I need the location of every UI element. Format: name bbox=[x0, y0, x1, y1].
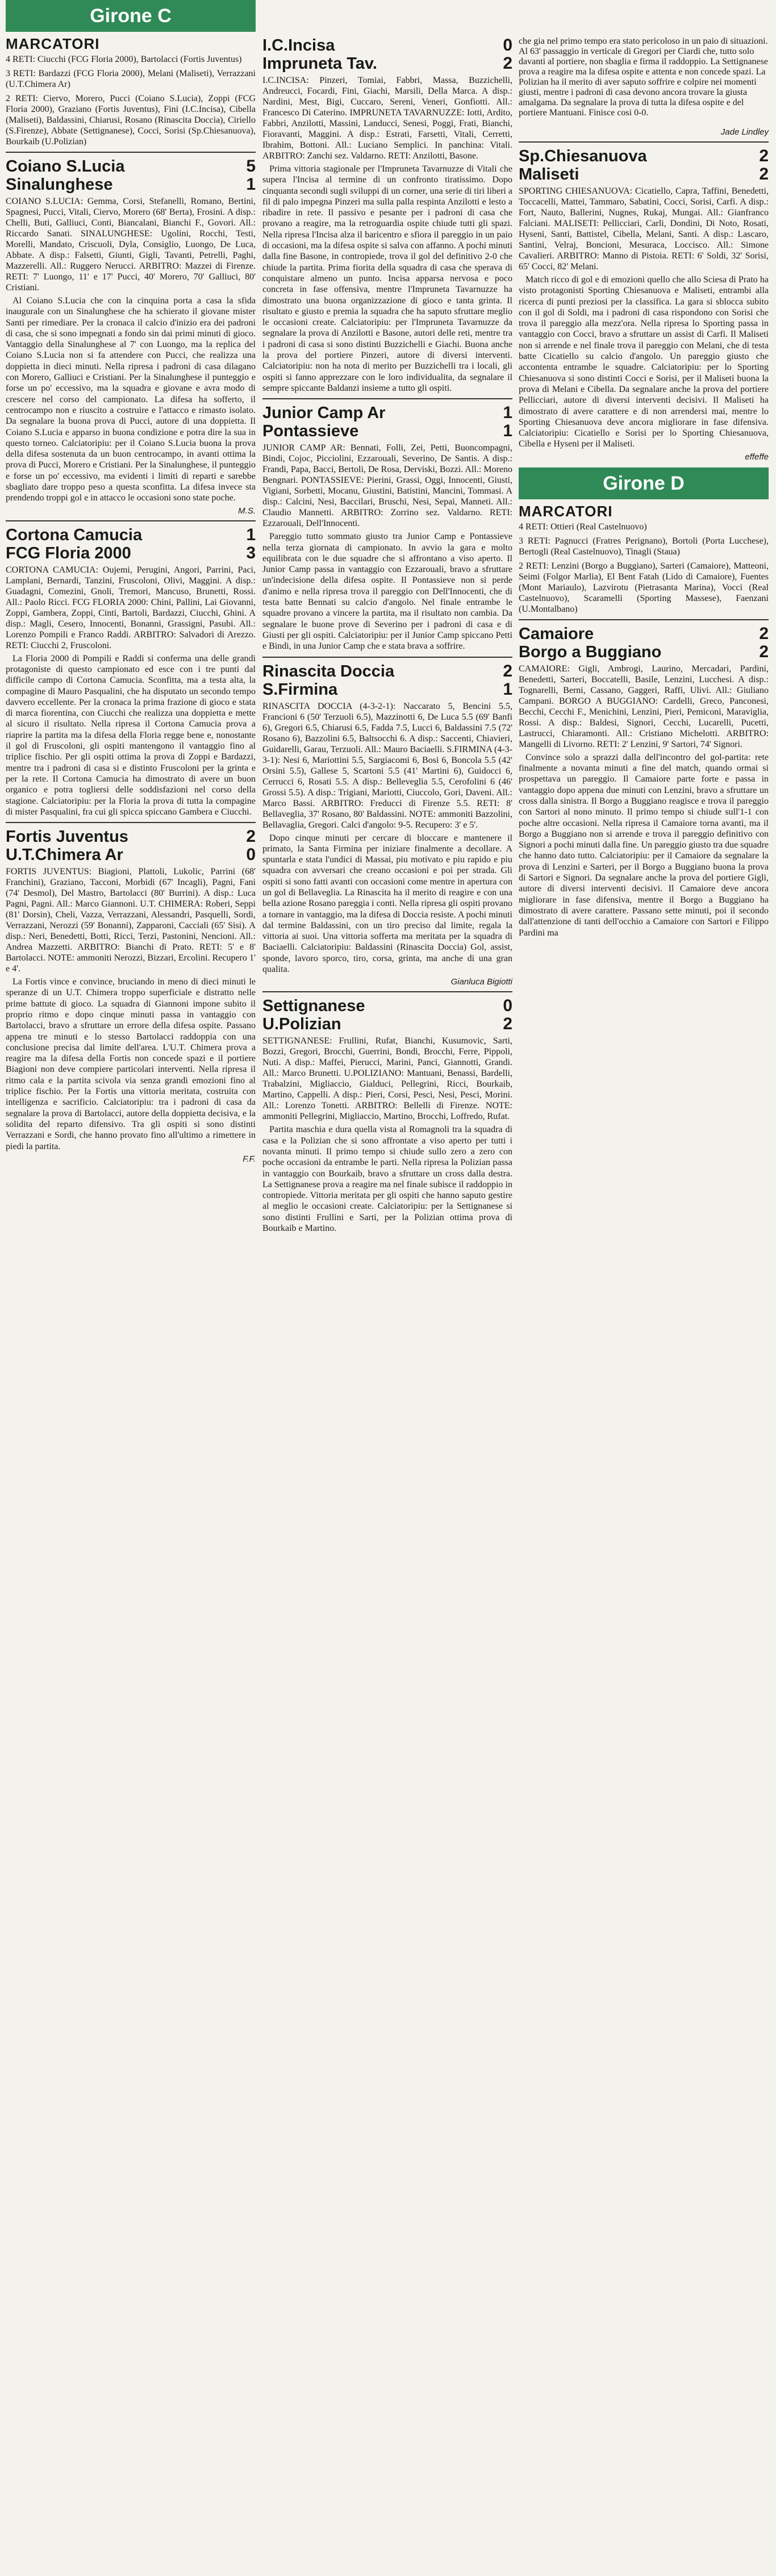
report-text: Al Coiano S.Lucia che con la cinquina porta a casa la sfida inaugurale con un Sinalunghese che ha schierato il giovane mister Santi per rimediare. Per la cronaca il calcio d'inizio era dei padroni di casa, che si sono impegnati a fondo sin dai primi minuti di gioco. Vantaggio della Sinalunghese al 7' con Luongo, ma la replica del Coiano S.Lucia non si fa attendere con Pucci, che realizza una doppietta in dieci minuti. Nella ripresa i padroni di casa dilagano con Morero, Galliuci e Cristiani. Per la Sinalunghese il punteggio e forse un po' eccessivo, ma la squadra e giovane e avra modo di crescere nel corso del campionato. La difesa ha sofferto, il centrocampo non e riuscito a costruire e l'attacco e rimasto isolato. Da segnalare la buona prova di Pucci, autore di una doppietta. Il Coiano S.Lucia e apparso in buona condizione e potra dire la sua in questo torneo. Calciatoripiu: per il Coiano S.Lucia buona la prova della difesa sostenuta da un buon centrocampo, in avanti ottima la prova di Pucci, Morero e Cristiani. Per la Sinalunghese, il punteggio e forse un po' eccessivo, ma evidenti i limiti di reparti e sarebbe sbagliato dare troppo peso a questa sconfitta. La difesa invece sta prendendo troppi gol e in attacco le occasioni sono state poche. bbox=[6, 296, 256, 503]
report-text: La Floria 2000 di Pompili e Raddi si conferma una delle grandi protagoniste di questo campionato ed esce con i tre punti dal difficile campo di Cortona Camucia. Sconfitta, ma a testa alta, la compagine di Mauro Pasqualini, che ha disputato un secondo tempo davvero eccellente. Per la cronaca la prima frazione di gioco e stata di marca fiorentina, con Ciucchi che realizza una doppietta e mette al sicuro il risultato. Nella ripresa il Cortona Camucia prova a riaprire la partita ma la difesa della Floria regge bene e, nonostante il gol di Fruscoloni, gli ospiti mantengono il vantaggio fino al triplice fischio. Per gli ospiti ottima la prova di Zoppi e Bardazzi, mentre tra i padroni di casa si e distinto Fruscoloni per la grinta e per la rete. Il Cortona Camucia ha dimostrato di avere un buon organico e potra togliersi delle soddisfazioni nel corso della stagione. Calciatoripiu: per la Floria la prova di tutta la compagine di mister Pasqualini, fra cui gli spicca spiccano Gambera e Ciucchi. bbox=[6, 653, 256, 817]
author-signature: Gianluca Bigiotti bbox=[450, 977, 512, 987]
away-score: 0 bbox=[246, 845, 256, 865]
author-signature: F.F. bbox=[243, 1154, 256, 1164]
away-score: 1 bbox=[503, 421, 512, 441]
scorers-3-reti: 3 RETI: Bardazzi (FCG Floria 2000), Melani (Maliseti), Verrazzani (U.T.Chimera Ar) bbox=[6, 69, 256, 89]
away-team-row bbox=[6, 846, 256, 864]
match-report bbox=[262, 404, 512, 652]
home-score: 2 bbox=[503, 661, 512, 680]
scorers-4-reti: 4 RETI: Ottieri (Real Castelnuovo) bbox=[519, 521, 647, 532]
away-team-row bbox=[6, 544, 256, 562]
author-signature: Jade Lindley bbox=[720, 127, 769, 137]
report-text: Match ricco di gol e di emozioni quello che allo Sciesa di Prato ha visto protagonisti Sporting Chiesanuova e Maliseti, entrambi alla ricerca di punti preziosi per la classifica. La gara si sblocca subito con il gol di Soldi, ma i padroni di casa rispondono con Sorisi che trova il pareggio alla mezz'ora. Nella ripresa lo Sporting passa in vantaggio con Cocci, bravo a sfruttare un assist di Carfi. Il Maliseti non si arrende e nel finale trova il pareggio con Melani, che di testa batte Cicatiello su calcio d'angolo. Un pareggio giusto che accontenta entrambe le squadre. Calciatoripiu: per lo Sporting Chiesanuova si sono distinti Cocci e Sorisi, per il Maliseti buona la prova di Melani e Cibella. Da segnalare anche la prova del portiere Pellicciari, autore di diversi interventi decisivi. Il Maliseti ha dimostrato di avere carattere e di non arrendersi mai, mentre lo Sporting Chiesanuova deve ancora migliorare in fase difensiva. Calciatoripiu: Cicatiello e Sorisi per lo Sporting Chiesanuova, Cibella e Hyseni per il Maliseti. bbox=[519, 275, 769, 449]
divider bbox=[262, 398, 512, 399]
marcatori-title: MARCATORI bbox=[6, 35, 100, 52]
away-team-row bbox=[6, 176, 256, 194]
home-team: Junior Camp Ar bbox=[262, 404, 386, 423]
home-team-row bbox=[262, 662, 512, 680]
away-team-row bbox=[519, 643, 769, 661]
lineups: SETTIGNANESE: Frullini, Rufat, Bianchi, Kusumovic, Sarti, Bozzi, Gregori, Brocchi, Guerrini, Bondi, Brocchi, Ferre, Pippoli, Nuti. A disp.: Maffei, Pierucci, Marini, Panci, Giannotti, Grandi. All.: Marco Brunetti. U.POLIZIANO: Mantuani, Benassi, Bardelli, Trabalzini, Migliaccio, Gialduci, Pellegrini, Ricci, Bourkaib, Martino, Cappelli. A disp.: Pieri, Corsi, Pesci, Nesi, Pesci, Morini. All.: Lorenzo Tonetti. ARBITRO: Bellelli di Firenze. NOTE: ammoniti Pellegrini, Migliaccio, Martino, Brocchi, Loffredo, Rufat. bbox=[262, 1036, 512, 1122]
home-team: Camaiore bbox=[519, 624, 594, 643]
divider bbox=[262, 991, 512, 992]
home-team-row bbox=[6, 157, 256, 176]
home-score: 2 bbox=[246, 827, 256, 846]
home-team-row bbox=[262, 997, 512, 1015]
home-score: 1 bbox=[246, 525, 256, 544]
home-score: 2 bbox=[759, 624, 769, 643]
column-left bbox=[6, 0, 256, 1168]
match-report bbox=[262, 36, 512, 394]
away-score: 2 bbox=[759, 642, 769, 661]
away-team-row bbox=[262, 1015, 512, 1033]
scorers-list bbox=[519, 521, 769, 615]
lineups: CAMAIORE: Gigli, Ambrogi, Laurino, Mercadari, Pardini, Benedetti, Sarteri, Boccatelli, Basile, Lenzini, Lucchesi. A disp.: Tognarelli, Berni, Cassano, Gaggeri, Raffi, Ulivi. All.: Giuliano Campani. BORGO A BUGGIANO: Cardelli, Greco, Panconesi, Becchi, Cecchi F., Menichini, Lenzini, Pieri, Pemiconi, Maraviglia, Rossi. A disp.: Baldesi, Signori, Cecchi, Lucarelli, Pucetti, Lastrucci, Chiaramonti. All.: Cristiano Michelotti. ARBITRO: Mangelli di Livorno. RETI: 2' Lenzini, 9' Sartori, 74' Signori. bbox=[519, 663, 769, 749]
home-team-row bbox=[6, 828, 256, 846]
match-report bbox=[519, 147, 769, 462]
report-text: Prima vittoria stagionale per l'Impruneta Tavarnuzze di Vitali che supera l'Incisa al termine di un confronto tiratissimo. Dopo cinquanta secondi sugli sviluppi di un corner, una serie di tiri liberi a fil di palo impegna Pinzeri ma sulla palla respinta Anzilotti e lesto a ribadire in rete. Il passivo e pesante per i padroni di casa che provano a reagire, ma la retroguardia ospite chiude tutti gli spazi. Nella ripresa l'Incisa alza il baricentro e sfiora il pareggio in un paio di occasioni, ma la difesa ospite si salva con affanno. A pochi minuti dalla fine Basone, in contropiede, trova il gol del definitivo 2-0 che chiude la partita. Prima fiorita della squadra di casa che sperava di conquistare almeno un punto. Incisa apparsa nervosa e poco concreta in fase offensiva, mentre l'Impruneta Tavarnuzze ha dimostrato una buona organizzazione di gioco e tanta grinta. Il risultato e giusto e premia la squadra che ha saputo sfruttare meglio le occasioni create. Calciatoripiu: per l'Impruneta Tavarnuzze da segnalare la prova di Anzilotti e Basone, autori delle reti, mentre tra i padroni di casa si sono distinti Buzzichelli e Giachi. Buona anche la prova del portiere Pinzeri, autore di diversi interventi. Calciatoripiu: non ha nota di merito per Buzzichelli tra i locali, gli ospiti si fanno apprezzare con le loro individualita, da segnalare il sempre spiccante Baldanzi insieme a tutto gli ospiti. bbox=[262, 164, 512, 393]
home-team-row bbox=[6, 526, 256, 544]
away-team: FCG Floria 2000 bbox=[6, 544, 131, 562]
home-team: I.C.Incisa bbox=[262, 36, 335, 55]
divider bbox=[6, 520, 256, 521]
away-team: U.Polizian bbox=[262, 1015, 341, 1034]
home-team-row bbox=[519, 625, 769, 643]
away-score: 2 bbox=[503, 54, 512, 73]
scorers-2-reti: 2 RETI: Lenzini (Borgo a Buggiano), Sarteri (Camaiore), Matteoni, Seimi (Folgor Marlia), El Bent Fatah (Lido di Camaiore), Fuentes (Mont Mariaulo), Lazvirotu (Pietrasanta Marina), Vocci (Real Castelnuovo), Scaramelli (Sporting Massese), Faenzani (U.Montalbano) bbox=[519, 561, 769, 614]
match-report bbox=[519, 625, 769, 938]
away-score: 1 bbox=[246, 175, 256, 194]
match-report bbox=[6, 828, 256, 1164]
report-text-continued: che gia nel primo tempo era stato pericoloso in un paio di situazioni. Al 63' passaggio in verticale di Gregori per Ciardi che, tutto solo davanti al portiere, non sbaglia e firma il raddoppio. La Settignanese prova a reagire ma la difesa ospite e attenta e non concede spazi. La Polizian ha il merito di aver saputo soffrire e colpire nei momenti giusti, mentre i padroni di casa devono ancora trovare la giusta amalgama. Da segnalare la prova di tutta la difesa ospite e del portiere Mantuani. Finisce cosi 0-0. bbox=[519, 36, 768, 118]
away-team: Borgo a Buggiano bbox=[519, 642, 662, 661]
lineups: JUNIOR CAMP AR: Bennati, Folli, Zei, Petti, Buoncompagni, Bindi, Cojoc, Picciolini, Ezzarouali, Severino, De Santis. A disp.: Frandi, Papa, Bacci, Bertoli, De Rosa, Derviski, Bozzi. All.: Moreno Bengnari. PONTASSIEVE: Pierini, Grassi, Oggi, Innocenti, Giusti, Vigiani, Sorbetti, Mocanu, Giustini, Batistini, Mancini, Tommasi. A disp.: Calcini, Nesi, Baccilari, Bruschi, Nesi, Sepai, Manneti. All.: Claudio Mannetti. ARBITRO: Zorrino sez. Valdarno. RETI: Ezzarouali, Dell'Innocenti. bbox=[262, 443, 512, 529]
away-team: Sinalunghese bbox=[6, 176, 113, 194]
away-team-row bbox=[262, 680, 512, 699]
report-text: La Fortis vince e convince, bruciando in meno di dieci minuti le speranze di un U.T. Chimera troppo superficiale e distratto nelle prime battute di gioco. La squadra di Giannoni impone subito il proprio ritmo e dopo cinque minuti passa in vantaggio con Bartolacci, bravo a sfruttare un errore della difesa ospite. Passano appena tre minuti e lo stesso Bartolacci raddoppia con una conclusione precisa dal limite dell'area. L'U.T. Chimera prova a reagire ma la difesa della Fortis non concede spazi e il portiere Biagioni non deve compiere particolari interventi. Nella ripresa il ritmo cala e la partita scivola via senza grandi emozioni fino al triplice fischio. Per la Fortis una vittoria meritata, costruita con intelligenza e sacrificio. Calciatoripiu: tra i padroni di casa da segnalare la prova di Bartolacci, autore della doppietta decisiva, e la solidita del reparto difensivo. Tra gli ospiti si sono distinti Verrazzani e Sordi, che hanno provato fino all'ultimo a rimettere in piedi la partita. bbox=[6, 977, 256, 1151]
home-team: Sp.Chiesanuova bbox=[519, 147, 647, 165]
away-score: 2 bbox=[503, 1014, 512, 1034]
scorers-3-reti: 3 RETI: Pagnucci (Fratres Perignano), Bortoli (Porta Lucchese), Bertogli (Real Castelnuovo), Tinagli (Staua) bbox=[519, 536, 769, 557]
report-text: Partita maschia e dura quella vista al Romagnoli tra la squadra di casa e la Polizian che si sono affrontate a viso aperto per tutti i novanta minuti. Il primo tempo si chiude sullo zero a zero con poche occasioni da entrambe le parti. Nella ripresa la Polizian passa in vantaggio con Bourkaib, bravo a sfruttare un cross dalla destra. La Settignanese prova a reagire ma nel finale subisce il raddoppio in contropiede. Vittoria meritata per gli ospiti che hanno saputo gestire al meglio le occasioni create. Calciatoripiu: per la Settignanese si sono distinti Frullini e Sarti, per la Polizian ottima prova di Bourkaib e Martino. bbox=[262, 1125, 512, 1234]
away-team: U.T.Chimera Ar bbox=[6, 846, 123, 865]
column-middle bbox=[262, 0, 512, 1234]
home-team-row bbox=[262, 36, 512, 55]
match-report bbox=[262, 662, 512, 987]
home-score: 5 bbox=[246, 157, 256, 176]
report-text: Convince solo a sprazzi dalla dell'incontro del gol-partita: rete finalmente a novanta minuti a fine del match, quando ormai si prospettava un pareggio. Il Camaiore parte forte e passa in vantaggio dopo appena due minuti con Lenzini, bravo a sfruttare un cross dalla sinistra. Il Borgo a Buggiano reagisce e trova il pareggio con Sartori al nono minuto. Il primo tempo si chiude sull'1-1 con poche altre occasioni. Nella ripresa il Camaiore torna avanti, ma il Borgo a Buggiano non si arrende e trova il pareggio definitivo con Signori a pochi minuti dalla fine. Un pareggio giusto tra due squadre che hanno dato tutto. Calciatoripiu: per il Camaiore da segnalare la prova di Lenzini e Sarteri, per il Borgo a Buggiano buona la prova di Sartori e Signori. Da segnalare anche la prova del portiere Gigli, autore di diversi interventi decisivi. Il Camaiore deve ancora migliorare in fase difensiva, mentre il Borgo a Buggiano ha dimostrato di avere carattere. Passano sette minuti, poi il secondo dall'attenzione di tanti dell'occhio a Camaiore con Sartori e Filippo Pardini ma bbox=[519, 752, 769, 938]
away-team: Pontassieve bbox=[262, 422, 359, 441]
divider bbox=[6, 822, 256, 823]
home-team-row bbox=[262, 404, 512, 422]
marcatori-title: MARCATORI bbox=[519, 502, 613, 520]
lineups: I.C.INCISA: Pinzeri, Tomiai, Fabbri, Massa, Buzzichelli, Andreucci, Focardi, Fini, Giachi, Marsili, Della Marca. A disp.: Nardini, Mest, Bigi, Cuccaro, Sereni, Veneri, Gonfiotti. All.: Francesco Di Caterino. IMPRUNETA TAVARNUZZE: Iotti, Ardito, Fabbri, Anzilotti, Massini, Landucci, Senesi, Poggi, Frati, Bianchi, Fioravanti, Maggini. A disp.: Estrati, Farsetti, Vitali, Cerretti, Ibrahim, Bottoni. All.: Luciano Semplici. In panchina: Vitali. ARBITRO: Zanchi sez. Valdarno. RETI: Anzilotti, Basone. bbox=[262, 76, 512, 161]
home-score: 1 bbox=[503, 403, 512, 423]
scorers-2-reti: 2 RETI: Ciervo, Morero, Pucci (Coiano S.Lucia), Zoppi (FCG Floria 2000), Graziano (Fortis Juventus), Fini (I.C.Incisa), Cibella (Maliseti), Baldassini, Chiarusi, Rosano (Rinascita Doccia), Ciriello (S.Firenze), Abbate (Settignanese), Cocci, Sorisi (Sp.Chiesanuova), Bourkaib (U.Polizian) bbox=[6, 94, 256, 147]
away-team-row bbox=[519, 165, 769, 183]
girone-c-header: Girone C bbox=[6, 0, 256, 32]
divider bbox=[519, 619, 769, 620]
away-score: 1 bbox=[503, 679, 512, 699]
away-team-row bbox=[262, 55, 512, 73]
lineups: COIANO S.LUCIA: Gemma, Corsi, Stefanelli, Romano, Bertini, Spagnesi, Pucci, Vitali, Ciervo, Morero (68' Berta), Frosini. A disp.: Chelli, Buti, Galliuci, Conti, Biancalani, Bianchi F., Govori. All.: Riccardo Sanati. SINALUNGHESE: Ugolini, Rocchi, Testi, Morelli, Mandato, Criscuoli, Dyla, Consiglio, Luongo, De Luca, Abbate. A disp.: Falsetti, Giunti, Gigli, Tavanti, Petrelli, Paghi, Mazzerelli. All.: Ruggero Nerucci. ARBITRO: Mazzei di Firenze. RETI: 7' Luongo, 11' e 17' Pucci, 40' Morero, 70' Galliuci, 80' Cristiani. bbox=[6, 197, 256, 293]
away-score: 3 bbox=[246, 543, 256, 562]
divider bbox=[262, 657, 512, 658]
match-report bbox=[6, 526, 256, 817]
home-team: Rinascita Doccia bbox=[262, 662, 395, 680]
home-team: Cortona Camucia bbox=[6, 525, 143, 544]
column-right bbox=[519, 0, 769, 938]
divider bbox=[519, 141, 769, 143]
scorers-list bbox=[6, 54, 256, 147]
home-team: Settignanese bbox=[262, 997, 365, 1016]
lineups: CORTONA CAMUCIA: Oujemi, Perugini, Angori, Parrini, Paci, Lamplani, Bernardi, Tanzini, Fruscoloni, Olivi, Maggini. A disp.: Guadagni, Comezini, Gnoli, Tremori, Mancuso, Brunetti, Rossi. All.: Paolo Ricci. FCG FLORIA 2000: Chini, Pallini, Lai Giovanni, Zoppi, Gambera, Zoppi, Cinti, Bartoli, Bardazzi, Ciucchi, Ghini. A disp.: Magli, Cesero, Innocenti, Bonanni, Grassigni, Pasubi. All.: Lorenzo Pompili e Franco Raddi. ARBITRO: Salvadori di Arezzo. RETI: Ciucchi 2, Fruscoloni. bbox=[6, 565, 256, 650]
lineups: SPORTING CHIESANUOVA: Cicatiello, Capra, Taffini, Benedetti, Toccacelli, Mattei, Tammaro, Sabatini, Cocci, Sorisi, Carfi. A disp.: Fort, Nauto, Ballerini, Nugnes, Rukaj, Mungai. All.: Gianfranco Falciani. MALISETI: Pellicciari, Carli, Dondini, Di Noto, Rosati, Hyseni, Santi, Battistel, Cibella, Melani, Santi. A disp.: Lascaro, Santini, Velraj, Boncioni, Mesuraca, Loccisco. All.: Simone Cavalieri. ARBITRO: Manno di Pistoia. RETI: 6' Soldi, 32' Sorisi, 65' Cocci, 82' Melani. bbox=[519, 186, 769, 272]
away-team: Impruneta Tav. bbox=[262, 55, 377, 73]
away-team: Maliseti bbox=[519, 165, 579, 183]
home-team-row bbox=[519, 147, 769, 165]
lineups: FORTIS JUVENTUS: Biagioni, Plattoli, Lukolic, Parrini (68' Franchini), Graziano, Tacconi, Morbidi (67' Incagli), Pagni, Fani (74' Desmol), Del Mastro, Bartolacci (80' Burrini). A disp.: Luca Pagni, Pagni. All.: Marco Giannoni. U.T. CHIMERA: Roberi, Seppi (81' Dorsin), Cheli, Vazza, Verrazzani, Alessandri, Pasquelli, Sordi, Verrazzani, Nerozzi (59' Bonanni), Zapparoni, Cacciali (65' Sisi). A disp.: Neri, Benedetti, Botti, Ricci, Terzi, Pastonini, Nencioni. All.: Andrea Mazzetti. ARBITRO: Bianchi di Prato. RETI: 5' e 8' Bartolacci. NOTE: ammoniti Nerozzi, Bizzari, Ercolini. Recupero 1' e 4'. bbox=[6, 867, 256, 974]
home-team: Coiano S.Lucia bbox=[6, 157, 125, 176]
girone-d-header: Girone D bbox=[519, 467, 769, 499]
report-text: Pareggio tutto sommato giusto tra Junior Camp e Pontassieve nella terza giornata di campionato. In avvio la gara e molto equilibrata con le due squadre che si affrontano a viso aperto. Il Junior Camp passa in vantaggio con Ezzarouali, bravo a sfruttare un'indecisione della difesa ospite. Il Pontassieve non si perde d'animo e nella ripresa trova il pareggio con Dell'Innocenti, che di testa batte Bennati su calcio d'angolo. Nel finale entrambe le squadre provano a vincere la partita, ma il risultato non cambia. Da segnalare le buone prove di Severino per i padroni di casa e di Giusti per gli ospiti. Calciatoripiu: per il Junior Camp spiccano Petti e Bindi, in una Junior Camp che e stata brava a soffrire. bbox=[262, 532, 512, 652]
scorers-4-reti: 4 RETI: Ciucchi (FCG Floria 2000), Bartolacci (Fortis Juventus) bbox=[6, 55, 242, 64]
home-score: 0 bbox=[503, 996, 512, 1016]
match-report bbox=[6, 157, 256, 516]
away-score: 2 bbox=[759, 165, 769, 183]
away-team: S.Firmina bbox=[262, 680, 338, 699]
home-score: 0 bbox=[503, 36, 512, 55]
report-text: Dopo cinque minuti per cercare di bloccare e mantenere il primato, la Santa Firmina per iniziare finalmente a decollare. A spuntarla e stata l'undici di Massai, piu motivato e piu rapido e piu squadra con avversari che creano occasioni e poi per strada. Gli ospiti si sono fatti avanti con occasioni come mentre in apertura con un gol di Bellaveglia. La Rinascita ha il merito di reagire e con una bella azione Rosano pareggia i conti. Nella ripresa gli ospiti provano a tornare in vantaggio, ma la difesa di Doccia resiste. A pochi minuti dal termine Baldassini, con un tiro preciso dal limite, regala la vittoria ai suoi. Una vittoria sofferta ma meritata per la squadra di Baciaelli. Calciatoripiu: Baldassini (Rinascita Doccia) Gol, assist, sponde, lavoro sporco, tiro, corsa, grinta, ma anche di una gran qualita. bbox=[262, 833, 512, 975]
divider bbox=[6, 152, 256, 153]
author-signature: effeffe bbox=[745, 452, 769, 462]
lineups: RINASCITA DOCCIA (4-3-2-1): Naccarato 5, Bencini 5.5, Francioni 6 (50' Terzuoli 6.5), Mazzinotti 6, De Luca 5.5 (69' Banfi 6), Gregori 6.5, Chiarusi 6.5, Fadda 7.5, Lucci 6, Baldassini 7.5 (72' Rosano 6), Bazzolini 6.5, Baltsocchi 6. A disp.: Saccenti, Chiavieri, Guidarelli, Garau, Terzuoli. All.: Mauro Baciaelli. S.FIRMINA (4-3-3-1): Nesi 6, Mariottini 5.5, Sargiacomi 6, Bosi 6, Boncola 5.5 (42' Orsini 5.5), Gallese 5, Scartoni 5.5 (41' Martini 6), Guidocci 6, Cerrucci 6, Rosati 5.5. A disp.: Belleveglia 5.5, Cerofolini 6 (46' Grossi 5.5). A disp.: Trigiani, Mariotti, Ciuccolo, Gori, Daveni. All.: Marco Bassi. ARBITRO: Freducci di Firenze 5.5. RETI: 8' Bellaveglia, 37' Rosano, 80' Baldassini. NOTE: ammoniti Bazzolini, Bellavaglia, Gregori. Calci d'angolo: 9-5. Recupero: 3' e 5'. bbox=[262, 701, 512, 830]
away-team-row bbox=[262, 422, 512, 440]
author-signature: M.S. bbox=[238, 506, 256, 516]
home-score: 2 bbox=[759, 147, 769, 165]
home-team: Fortis Juventus bbox=[6, 828, 128, 846]
match-report bbox=[262, 997, 512, 1234]
